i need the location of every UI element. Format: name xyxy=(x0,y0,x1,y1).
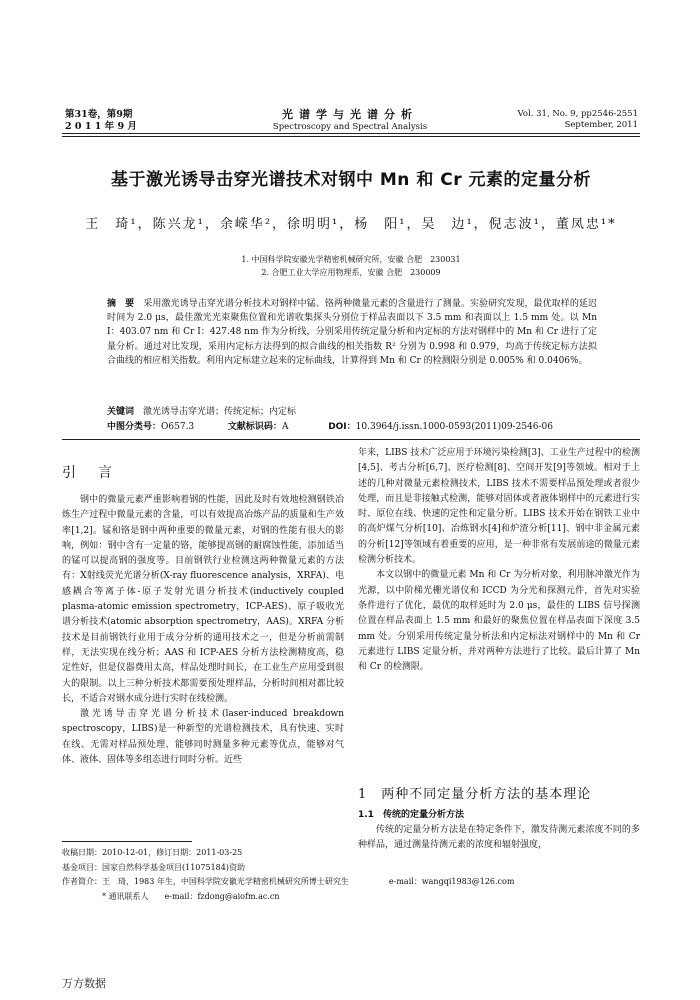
right-column xyxy=(358,446,640,675)
volume-issue-en: Vol. 31, No. 9, pp2546-2551 xyxy=(517,109,638,119)
clc-label: 中图分类号： xyxy=(107,422,162,432)
keywords-block xyxy=(107,405,597,435)
affiliations xyxy=(62,253,640,279)
journal-volume-cn xyxy=(65,109,137,133)
intro-heading: 引 言 xyxy=(62,465,116,481)
author-bio: 作者简介：王 琦，1983 年生，中国科学院安徽光学精密机械研究所博士研究生 xyxy=(62,877,349,886)
volume-issue-cn: 第31卷，第9期 xyxy=(65,109,133,120)
watermark-text: 万方数据 xyxy=(62,977,106,990)
intro-paragraph-4: 本文以钢中的微量元素 Mn 和 Cr 为分析对象，利用脉冲激光作为光源，以中阶梯光栅光谱仪和 ICCD 为分光和探测元件，首先对实验条件进行了优化，最优的取样延时为 2.0 μs，最佳的 LIBS 信号探测位置在样品表面上 1.5 mm 和最好的聚焦位置在样品表面下深度 3.5 mm 处。分别采用传统定量分析法和内定标法对钢样中的 Mn 和 Cr 元素进行 LIBS 定量分析，并对两种方法进行了比较。最后计算了 Mn 和 Cr 的检测限。 xyxy=(358,570,640,673)
journal-name xyxy=(240,106,460,133)
footnote xyxy=(62,846,542,904)
header-rule xyxy=(62,133,640,134)
date-cn: 2 0 1 1 年 9 月 xyxy=(65,121,137,132)
journal-name-en: Spectroscopy and Spectral Analysis xyxy=(272,122,428,132)
header-rule-thin xyxy=(62,136,640,137)
abstract-text: 采用激光诱导击穿光谱分析技术对钢样中锰、铬两种微量元素的含量进行了测量。实验研究发现，最优取样的延迟时间为 2.0 μs，最佳激光光束聚焦位置和光谱收集探头分别位于样品表面以下 3.5 mm 和表面以上 1.5 mm 处。以 Mn Ⅰ：403.07 nm 和 Cr Ⅰ：427.48 nm 作为分析线，分别采用传统定量分析和内定标的方法对钢样中的 Mn 和 Cr 进行了定量分析。通过对比发现，采用内定标方法得到的拟合曲线的相关指数 R² 分别为 0.998 和 0.979，均高于传统定标方法拟合曲线的相应相关指数。利用内定标建立起来的定标曲线，计算得到 Mn 和 Cr 的检测限分别是 0.005% 和 0.0406%。 xyxy=(107,299,597,366)
doc-code-label: 文献标识码： xyxy=(227,422,282,432)
affiliation-1: 1. 中国科学院安徽光学精密机械研究所，安徽 合肥 230031 xyxy=(241,255,461,264)
section-1-paragraph-1: 传统的定量分析方法是在特定条件下，激发待测元素浓度不同的多种样品，通过测量待测元素的浓度和辐射强度， xyxy=(358,825,640,851)
author-email: e-mail：wangqi1983@126.com xyxy=(388,877,515,886)
intro-paragraph-3: 年来，LIBS 技术广泛应用于环境污染检测[3]、工业生产过程中的检测[4,5]、考古分析[6,7]、医疗检测[8]、空间开发[9]等领域。相对于上述的几种对微量元素检测技术，LIBS 技术不需要样品预处理或者很少处理，而且是非接触式检测，能够对固体或者液体钢样中的元素进行实时、原位在线、快速的定性和定量分析。LIBS 技术开始在钢铁工业中的高炉煤气分析[10]、冶炼钢水[4]和炉渣分析[11]、钢中非金属元素的分析[12]等领域有着重要的应用，是一种非常有发展前途的微量元素检测分析技术。 xyxy=(358,448,640,566)
fund-info: 基金项目：国家自然科学基金项目(11075184)资助 xyxy=(62,862,245,872)
footnote-rule xyxy=(62,841,192,842)
section-rule xyxy=(62,439,640,440)
abstract xyxy=(107,297,597,368)
left-column xyxy=(62,493,344,768)
affiliation-2: 2. 合肥工业大学应用物理系，安徽 合肥 230009 xyxy=(261,268,441,277)
keywords-text: 激光诱导击穿光谱；传统定标；内定标 xyxy=(143,407,297,417)
keywords-label: 关键词 xyxy=(107,407,135,417)
author-list: 王 琦¹，陈兴龙¹，余嵘华²，徐明明¹，杨 阳¹，吴 边¹，倪志波¹，董凤忠¹* xyxy=(85,217,617,232)
corresponding-author: * 通讯联系人 e-mail：fzdong@aiofm.ac.cn xyxy=(102,891,280,901)
abstract-label: 摘 要 xyxy=(107,299,135,309)
paper-title: 基于激光诱导击穿光谱技术对钢中 Mn 和 Cr 元素的定量分析 xyxy=(110,170,592,190)
date-en: September, 2011 xyxy=(564,120,638,130)
doi-value: 10.3964/j.issn.1000-0593(2011)09-2546-06 xyxy=(355,422,554,432)
doc-code-value: A xyxy=(281,422,289,432)
intro-paragraph-2: 激光诱导击穿光谱分析技术(laser-induced breakdown spectroscopy，LIBS)是一种新型的光谱检测技术，具有快速、实时在线、无需对样品预处理、能够同时测量多种元素等优点，能够对气体、液体、固体等多组态进行同时分析。近些 xyxy=(62,709,344,766)
clc-value: O657.3 xyxy=(161,422,195,432)
received-date: 收稿日期：2010-12-01，修订日期：2011-03-25 xyxy=(62,848,243,857)
journal-name-cn: 光谱学与光谱分析 xyxy=(282,108,418,121)
journal-volume-en xyxy=(518,109,638,131)
section-1-heading: 1 两种不同定量分析方法的基本理论 xyxy=(358,787,592,802)
doi-label: DOI： xyxy=(328,422,356,432)
intro-paragraph-1: 钢中的微量元素严重影响着钢的性能，因此及时有效地检测钢铁冶炼生产过程中微量元素的含量，可以有效提高冶炼产品的质量和生产效率[1,2]。锰和铬是钢中两种重要的微量元素，对钢的性能有很大的影响，例如：钢中含有一定量的铬，能够提高钢的耐腐蚀性能，添加适当的锰可以提高钢的强度等。目前钢铁行业检测这两种微量元素的方法有：X射线荧光光谱分析(X-ray fluorescence analysis，XRFA)、电感耦合等离子体-原子发射光谱分析技术(inductively coupled plasma-atomic emission spectrometry，ICP-AES)、原子吸收光谱分析技术(atomic absorption spectrometry，AAS)。XRFA 分析技术是目前钢铁行业用于成分分析的通用技术之一，但是分析前需制样，无法实现在线分析；AAS 和 ICP-AES 分析方法检测精度高，稳定性好，但是仪器费用太高，样品处理时间长，在工业生产应用受到很大的限制。以上三种分析技术都需要预处理样品，分析时间相对都比较长，不适合对钢水成分进行实时在线检测。 xyxy=(62,495,344,704)
section-1-1-heading: 1.1 传统的定量分析方法 xyxy=(358,810,464,820)
